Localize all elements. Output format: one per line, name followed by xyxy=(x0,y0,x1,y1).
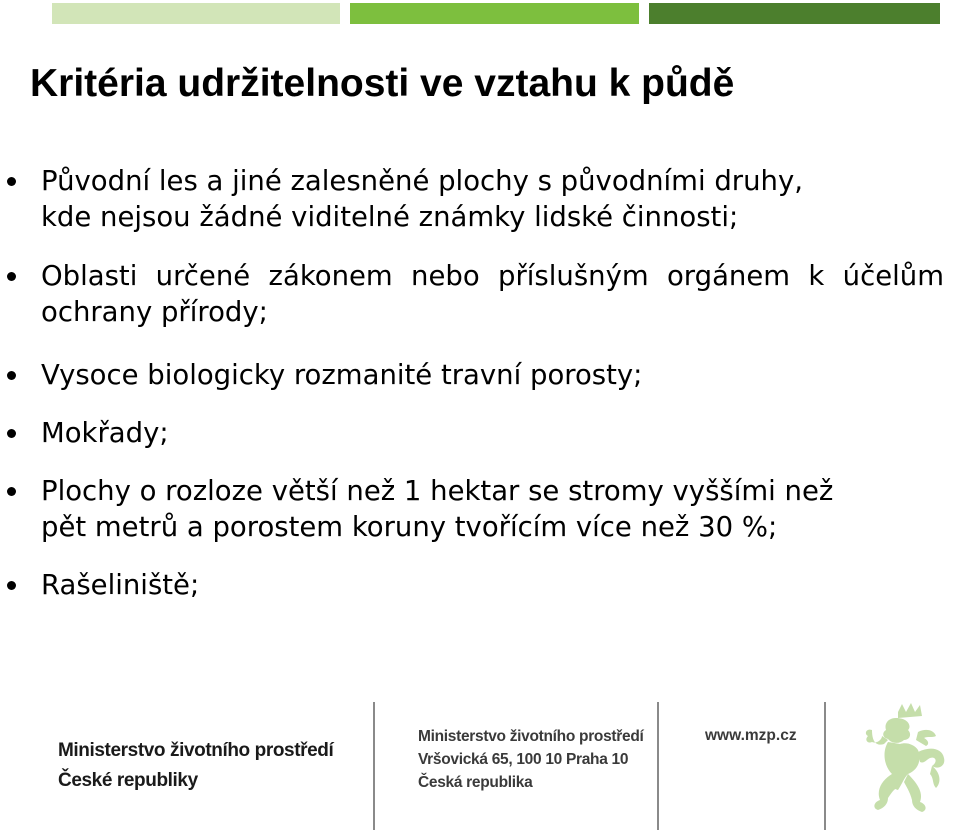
bullet-text-line: Původní les a jiné zalesněné plochy s původními druhy, xyxy=(41,165,803,197)
address-line-3: Česká republika xyxy=(418,774,533,791)
footer-divider xyxy=(373,702,375,830)
slide-title: Kritéria udržitelnosti ve vztahu k půdě xyxy=(30,62,735,105)
bullet-text: Vysoce biologicky rozmanité travní porosty; xyxy=(41,359,643,391)
bullet-text: Mokřady; xyxy=(41,417,169,449)
bullet-text: Oblasti určené zákonem nebo příslušným orgánem k účelům ochrany přírody; xyxy=(41,260,944,328)
address-line-2: Vršovická 65, 100 10 Praha 10 xyxy=(418,751,629,768)
bullet-dot xyxy=(7,581,16,590)
footer-divider xyxy=(657,702,659,830)
bullet-text xyxy=(41,163,946,235)
bullet-text-line: kde nejsou žádné viditelné známky lidské činnosti; xyxy=(41,201,739,233)
bullet-text-line: Plochy o rozloze větší než 1 hektar se stromy vyššími než xyxy=(41,475,834,507)
ministry-country: České republiky xyxy=(58,770,198,791)
bullet-dot xyxy=(7,272,16,281)
ministry-address xyxy=(418,725,644,794)
header-bar-dark xyxy=(649,3,940,24)
bullet-dot xyxy=(7,487,16,496)
website-link[interactable]: www.mzp.cz xyxy=(705,727,797,744)
header-bar-light xyxy=(52,3,340,24)
ministry-logo-text xyxy=(58,736,333,796)
czech-lion-emblem-icon xyxy=(858,700,950,828)
bullet-text: Rašeliniště; xyxy=(41,569,200,601)
bullet-dot xyxy=(7,371,16,380)
bullet-dot xyxy=(7,429,16,438)
address-line-1: Ministerstvo životního prostředí xyxy=(418,728,644,745)
bullet-dot xyxy=(7,177,16,186)
bullet-text-line: pět metrů a porostem koruny tvořícím více než 30 %; xyxy=(41,511,778,543)
header-bar-mid xyxy=(350,3,639,24)
ministry-name: Ministerstvo životního prostředí xyxy=(58,740,334,761)
footer-divider xyxy=(824,702,826,830)
bullet-text xyxy=(41,473,946,545)
